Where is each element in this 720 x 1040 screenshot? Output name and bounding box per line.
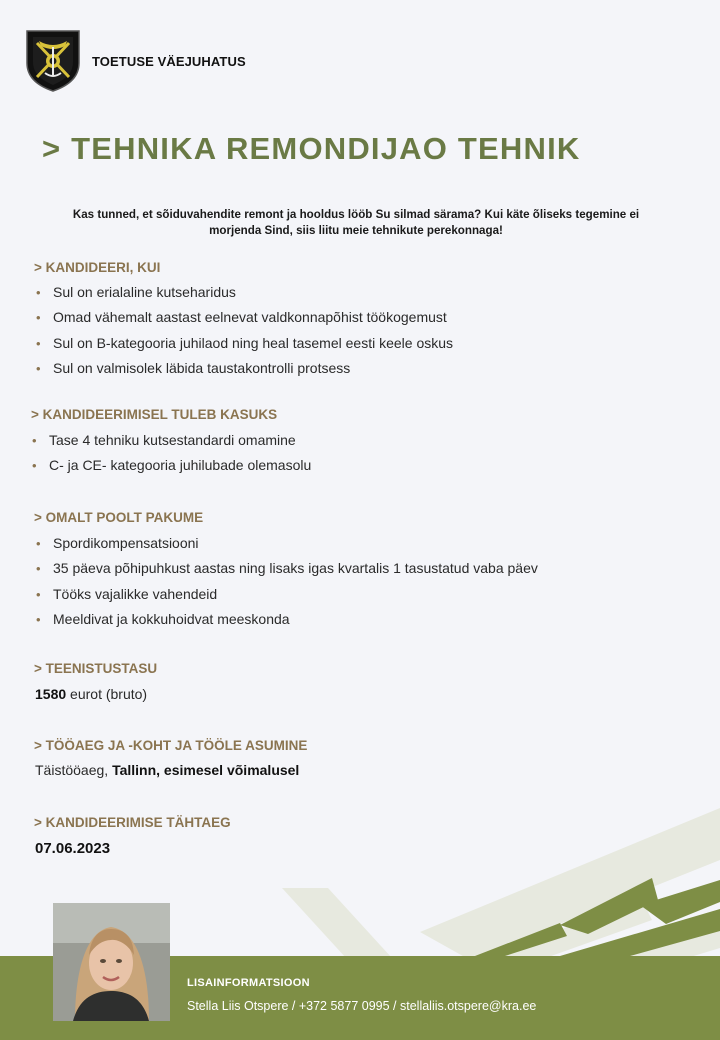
- deadline-date: 07.06.2023: [35, 840, 111, 857]
- list-item: • Omad vähemalt aastast eelnevat valdkonnapõhist töökogemust: [53, 305, 453, 330]
- worktime-heading: > TÖÖAEG JA -KOHT JA TÖÖLE ASUMINE: [34, 738, 308, 753]
- advantages-list: [49, 428, 311, 479]
- list-item: • Sul on erialaline kutseharidus: [53, 280, 453, 305]
- contact-heading: LISAINFORMATSIOON: [187, 977, 310, 989]
- page-title: > TEHNIKA REMONDIJAO TEHNIK: [42, 131, 581, 166]
- organization-name: TOETUSE VÄEJUHATUS: [92, 54, 246, 69]
- salary-heading: > TEENISTUSTASU: [34, 661, 158, 676]
- list-item: • Sul on valmisolek läbida taustakontrolli protsess: [53, 356, 453, 381]
- worktime-value: [35, 762, 299, 778]
- military-shield-emblem-icon: [25, 29, 81, 93]
- worktime-location: Tallinn, esimesel võimalusel: [112, 762, 300, 778]
- list-item: • Meeldivat ja kokkuhoidvat meeskonda: [53, 607, 538, 632]
- salary-suffix: eurot (bruto): [66, 686, 148, 702]
- list-item: • Tööks vajalikke vahendeid: [53, 582, 538, 607]
- worktime-prefix: Täistööaeg,: [35, 762, 113, 778]
- deadline-heading: > KANDIDEERIMISE TÄHTAEG: [34, 815, 231, 830]
- contact-details: Stella Liis Otspere / +372 5877 0995 / stellaliis.otspere@kra.ee: [187, 999, 537, 1013]
- intro-text: Kas tunned, et sõiduvahendite remont ja hooldus lööb Su silmad särama? Kui käte õliseks tegemine ei morjenda Sind, siis liitu meie tehnikute perekonnaga!: [72, 208, 640, 237]
- requirements-list: [53, 280, 453, 381]
- list-item: • 35 päeva põhipuhkust aastas ning lisaks igas kvartalis 1 tasustatud vaba päev: [53, 556, 538, 581]
- salary-value: [35, 686, 147, 702]
- list-item: • C- ja CE- kategooria juhilubade olemasolu: [49, 453, 311, 478]
- list-item: • Tase 4 tehniku kutsestandardi omamine: [49, 428, 311, 453]
- contact-person-photo: [53, 903, 170, 1021]
- salary-amount: 1580: [35, 686, 67, 702]
- list-item: • Sul on B-kategooria juhilaod ning heal tasemel eesti keele oskus: [53, 331, 453, 356]
- advantages-heading: > KANDIDEERIMISEL TULEB KASUKS: [31, 407, 278, 422]
- offer-list: [53, 531, 538, 632]
- requirements-heading: > KANDIDEERI, KUI: [34, 260, 161, 275]
- offer-heading: > OMALT POOLT PAKUME: [34, 510, 204, 525]
- list-item: • Spordikompensatsiooni: [53, 531, 538, 556]
